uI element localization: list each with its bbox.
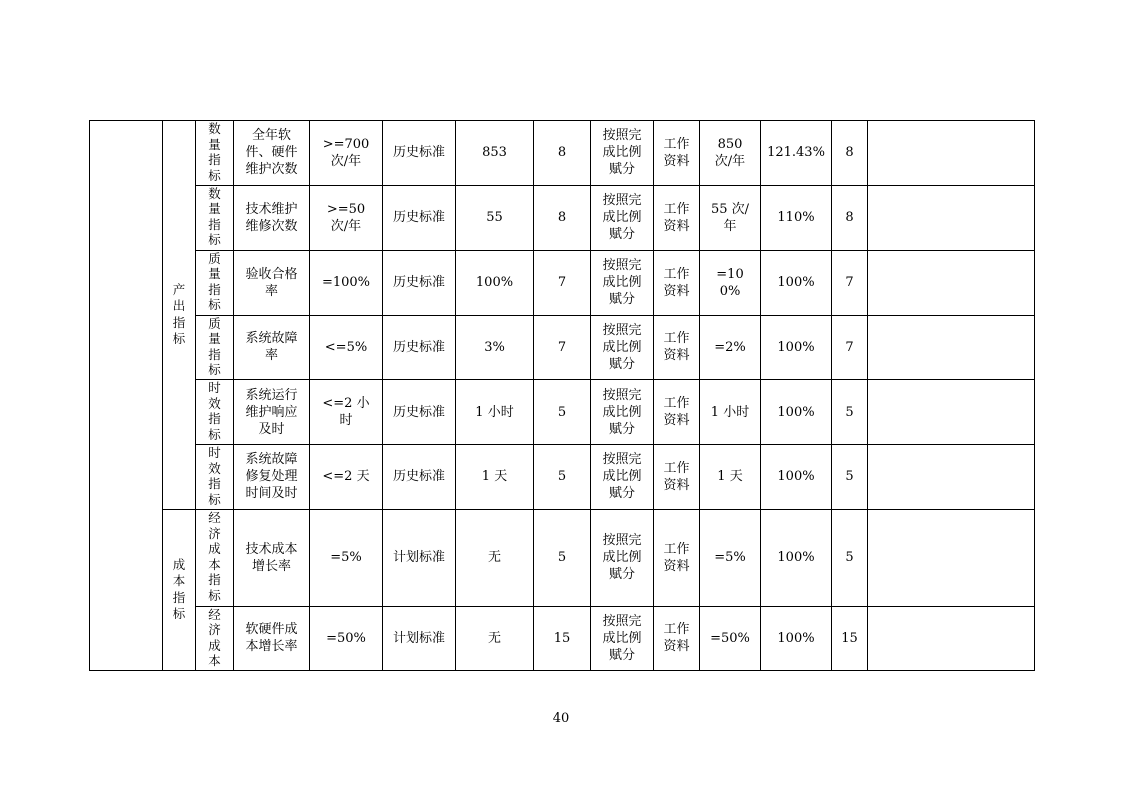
- completion-rate: 100%: [777, 630, 815, 646]
- history-value-cell: [456, 606, 534, 671]
- target-standard: 计划标准: [392, 550, 445, 565]
- indicator-weight: 15: [553, 630, 571, 646]
- actual-value: 850 次/年: [714, 136, 746, 169]
- indicator-name-cell: [234, 606, 310, 671]
- scoring-method: 按照完成比例赋分: [602, 258, 642, 307]
- indicator-name: 技术维护维修次数: [245, 201, 298, 234]
- target-standard-cell: [383, 250, 456, 315]
- indicator-weight: 8: [557, 145, 567, 161]
- indicator-score-cell: [832, 380, 868, 445]
- remarks-cell: [868, 445, 1035, 510]
- indicator-score: 8: [845, 145, 854, 161]
- level3-indicator-label-cell: [196, 509, 234, 606]
- data-source: 工作资料: [663, 266, 690, 299]
- indicator-target: <=5%: [324, 339, 368, 355]
- scoring-method-cell: [591, 509, 654, 606]
- actual-value-cell: [700, 606, 761, 671]
- indicator-score: 8: [845, 210, 854, 225]
- indicator-target: >=700 次/年: [322, 136, 370, 169]
- completion-rate: 100%: [777, 469, 815, 485]
- indicator-weight-cell: [534, 121, 591, 186]
- completion-rate: 100%: [777, 275, 815, 290]
- indicator-weight: 8: [557, 210, 567, 225]
- completion-rate: 100%: [777, 550, 815, 565]
- scoring-method: 按照完成比例赋分: [602, 387, 642, 437]
- data-source-cell: [654, 315, 700, 380]
- level3-indicator-label-cell: [196, 380, 234, 445]
- actual-value: =50%: [710, 630, 750, 646]
- level3-indicator-label: 时效指标: [208, 380, 221, 442]
- indicator-score: 7: [845, 339, 854, 355]
- indicator-name: 系统故障率: [245, 331, 298, 364]
- indicator-target-cell: [310, 380, 383, 445]
- target-standard: 历史标准: [392, 210, 445, 225]
- table-row: [90, 121, 1035, 186]
- history-value: 无: [487, 630, 501, 646]
- scoring-method-cell: [591, 380, 654, 445]
- indicator-score-cell: [832, 250, 868, 315]
- level3-indicator-label-cell: [196, 250, 234, 315]
- history-value: 1 天: [481, 469, 508, 485]
- completion-rate-cell: [761, 315, 832, 380]
- actual-value-cell: [700, 445, 761, 510]
- target-standard-cell: [383, 185, 456, 250]
- data-source: 工作资料: [663, 331, 690, 364]
- level3-indicator-label-cell: [196, 121, 234, 186]
- indicator-name: 软硬件成本增长率: [245, 622, 298, 655]
- scoring-method: 按照完成比例赋分: [602, 322, 642, 372]
- table-row: [90, 509, 1035, 606]
- level1-indicator-cell: [90, 121, 163, 671]
- completion-rate-cell: [761, 509, 832, 606]
- indicator-score: 5: [845, 469, 854, 485]
- table-row: [90, 250, 1035, 315]
- history-value-cell: [456, 445, 534, 510]
- indicator-name-cell: [234, 185, 310, 250]
- data-source: 工作资料: [663, 541, 690, 574]
- indicator-name-cell: [234, 315, 310, 380]
- level3-indicator-label: 数量指标: [208, 185, 221, 248]
- remarks-cell: [868, 509, 1035, 606]
- history-value: 55: [486, 210, 503, 225]
- indicator-name: 验收合格率: [245, 266, 298, 299]
- history-value-cell: [456, 250, 534, 315]
- data-source-cell: [654, 250, 700, 315]
- history-value: 3%: [484, 339, 505, 355]
- target-standard: 历史标准: [392, 469, 445, 485]
- actual-value: =100%: [716, 266, 744, 299]
- indicator-score-cell: [832, 315, 868, 380]
- completion-rate: 100%: [777, 339, 815, 355]
- actual-value: 1 小时: [710, 404, 750, 420]
- data-source: 工作资料: [663, 136, 690, 169]
- actual-value: 55 次/年: [710, 201, 750, 234]
- indicator-target-cell: [310, 315, 383, 380]
- level3-indicator-label-cell: [196, 185, 234, 250]
- indicator-score-cell: [832, 509, 868, 606]
- target-standard-cell: [383, 606, 456, 671]
- indicator-name-cell: [234, 121, 310, 186]
- scoring-method-cell: [591, 315, 654, 380]
- actual-value-cell: [700, 380, 761, 445]
- table-row: [90, 380, 1035, 445]
- indicator-score-cell: [832, 606, 868, 671]
- level3-indicator-label: 质量指标: [208, 315, 221, 377]
- level2-indicator-cell: [163, 509, 196, 671]
- indicator-score: 5: [845, 550, 854, 565]
- history-value-cell: [456, 185, 534, 250]
- indicator-name: 全年软件、硬件维护次数: [245, 128, 298, 178]
- indicator-score: 7: [845, 275, 854, 290]
- data-source: 工作资料: [663, 201, 690, 234]
- indicator-name: 技术成本增长率: [245, 541, 298, 574]
- data-source: 工作资料: [663, 396, 690, 428]
- target-standard-cell: [383, 380, 456, 445]
- indicator-weight: 5: [557, 469, 567, 485]
- table-body: [90, 121, 1035, 671]
- level3-indicator-label: 经济成本: [208, 606, 221, 668]
- data-source-cell: [654, 445, 700, 510]
- actual-value: =2%: [714, 339, 746, 355]
- indicator-score-cell: [832, 185, 868, 250]
- indicator-name: 系统运行维护响应及时: [245, 387, 298, 437]
- level2-indicator-cell: [163, 121, 196, 510]
- remarks-cell: [868, 606, 1035, 671]
- level3-indicator-label: 质量指标: [208, 250, 221, 313]
- scoring-method: 按照完成比例赋分: [602, 193, 642, 242]
- remarks-cell: [868, 185, 1035, 250]
- level2-indicator-label: 成本指标: [172, 556, 186, 621]
- indicator-weight: 5: [557, 550, 567, 565]
- actual-value-cell: [700, 185, 761, 250]
- target-standard: 历史标准: [392, 339, 445, 355]
- table-row: [90, 185, 1035, 250]
- indicator-target-cell: [310, 445, 383, 510]
- indicator-weight-cell: [534, 380, 591, 445]
- scoring-method-cell: [591, 445, 654, 510]
- indicator-target-cell: [310, 509, 383, 606]
- indicator-target-cell: [310, 606, 383, 671]
- actual-value-cell: [700, 121, 761, 186]
- indicator-target-cell: [310, 121, 383, 186]
- indicator-score-cell: [832, 121, 868, 186]
- level3-indicator-label: 时效指标: [208, 445, 221, 507]
- target-standard-cell: [383, 315, 456, 380]
- indicator-name-cell: [234, 380, 310, 445]
- target-standard: 计划标准: [392, 630, 445, 646]
- completion-rate-cell: [761, 606, 832, 671]
- data-source-cell: [654, 509, 700, 606]
- remarks-cell: [868, 121, 1035, 186]
- actual-value-cell: [700, 315, 761, 380]
- history-value-cell: [456, 380, 534, 445]
- history-value-cell: [456, 121, 534, 186]
- indicator-weight: 7: [557, 339, 567, 355]
- actual-value-cell: [700, 509, 761, 606]
- table-row: [90, 606, 1035, 671]
- indicator-target: =5%: [330, 550, 362, 565]
- completion-rate: 100%: [777, 404, 815, 420]
- history-value-cell: [456, 509, 534, 606]
- data-source-cell: [654, 121, 700, 186]
- history-value: 853: [482, 145, 507, 161]
- indicator-target: <=2 小时: [322, 396, 370, 428]
- target-standard-cell: [383, 121, 456, 186]
- completion-rate-cell: [761, 121, 832, 186]
- remarks-cell: [868, 250, 1035, 315]
- indicator-target: <=2 天: [322, 469, 370, 485]
- level3-indicator-label-cell: [196, 315, 234, 380]
- indicator-target: =50%: [326, 630, 366, 646]
- table-row: [90, 315, 1035, 380]
- indicator-name: 系统故障修复处理时间及时: [245, 452, 298, 502]
- completion-rate: 110%: [777, 210, 815, 225]
- page-number: 40: [552, 711, 570, 726]
- indicator-name-cell: [234, 250, 310, 315]
- scoring-method: 按照完成比例赋分: [602, 533, 642, 582]
- indicator-weight-cell: [534, 185, 591, 250]
- indicator-weight-cell: [534, 445, 591, 510]
- scoring-method: 按照完成比例赋分: [602, 613, 642, 663]
- completion-rate-cell: [761, 380, 832, 445]
- history-value: 100%: [475, 275, 514, 290]
- level3-indicator-label: 数量指标: [208, 121, 221, 183]
- level3-indicator-label-cell: [196, 445, 234, 510]
- actual-value-cell: [700, 250, 761, 315]
- scoring-method-cell: [591, 185, 654, 250]
- actual-value: =5%: [714, 550, 746, 565]
- history-value-cell: [456, 315, 534, 380]
- indicator-score-cell: [832, 445, 868, 510]
- indicator-score: 15: [841, 630, 858, 646]
- indicator-target: >=50 次/年: [326, 201, 366, 234]
- level3-indicator-label: 经济成本指标: [208, 510, 221, 603]
- data-source-cell: [654, 185, 700, 250]
- scoring-method: 按照完成比例赋分: [602, 452, 642, 502]
- completion-rate-cell: [761, 185, 832, 250]
- scoring-method-cell: [591, 606, 654, 671]
- data-source: 工作资料: [663, 460, 690, 493]
- scoring-method-cell: [591, 121, 654, 186]
- indicator-weight-cell: [534, 509, 591, 606]
- indicator-target-cell: [310, 185, 383, 250]
- indicator-weight: 7: [557, 275, 567, 290]
- indicator-target-cell: [310, 250, 383, 315]
- remarks-cell: [868, 315, 1035, 380]
- level3-indicator-label-cell: [196, 606, 234, 671]
- target-standard-cell: [383, 445, 456, 510]
- target-standard-cell: [383, 509, 456, 606]
- target-standard: 历史标准: [392, 275, 445, 290]
- target-standard: 历史标准: [392, 145, 445, 161]
- level2-indicator-label: 产出指标: [172, 281, 186, 346]
- scoring-method-cell: [591, 250, 654, 315]
- remarks-cell: [868, 380, 1035, 445]
- indicator-weight-cell: [534, 315, 591, 380]
- actual-value: 1 天: [717, 469, 743, 485]
- indicator-weight-cell: [534, 250, 591, 315]
- target-standard: 历史标准: [392, 404, 445, 420]
- history-value: 无: [487, 550, 501, 565]
- history-value: 1 小时: [475, 404, 514, 420]
- completion-rate: 121.43%: [767, 145, 825, 161]
- indicator-name-cell: [234, 445, 310, 510]
- indicator-name-cell: [234, 509, 310, 606]
- indicator-weight-cell: [534, 606, 591, 671]
- table-row: [90, 445, 1035, 510]
- data-source-cell: [654, 380, 700, 445]
- completion-rate-cell: [761, 250, 832, 315]
- performance-indicator-table: [89, 120, 1035, 671]
- indicator-score: 5: [845, 404, 854, 420]
- data-source-cell: [654, 606, 700, 671]
- indicator-weight: 5: [557, 404, 567, 420]
- indicator-target: =100%: [321, 275, 371, 290]
- completion-rate-cell: [761, 445, 832, 510]
- data-source: 工作资料: [663, 622, 690, 655]
- scoring-method: 按照完成比例赋分: [602, 128, 642, 178]
